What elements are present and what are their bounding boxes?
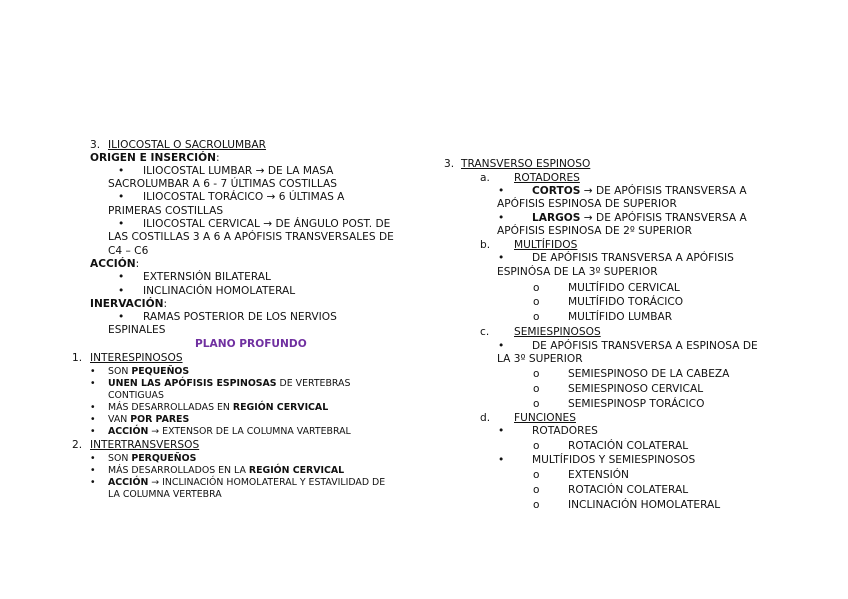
circle-bullet: o	[533, 282, 540, 294]
accion-heading: ACCIÓN:	[90, 258, 140, 270]
multifido-lumbar: MULTÍFIDO LUMBAR	[568, 311, 673, 323]
intertransversos-item-3: ACCIÓN → INCLINACIÓN HOMOLATERAL Y ESTAVILIDAD DE	[108, 477, 386, 488]
semiespinoso-cabeza: SEMIESPINOSO DE LA CABEZA	[568, 368, 730, 380]
rotadores-cortos-line-2: APÓFISIS ESPINOSA DE SUPERIOR	[497, 198, 677, 210]
circle-bullet: o	[533, 440, 540, 452]
section-number: 3.	[444, 158, 455, 170]
multifido-toracico: MULTÍFIDO TORÁCICO	[568, 296, 684, 308]
circle-bullet: o	[533, 398, 540, 410]
funciones-title: FUNCIONES	[514, 412, 576, 424]
rotadores-largos: LARGOS → DE APÓFISIS TRANSVERSA A	[532, 212, 747, 224]
multifidos-item: DE APÓFISIS TRANSVERSA A APÓFISIS	[532, 252, 734, 264]
origen-item-2-line-2: PRIMERAS COSTILLAS	[108, 205, 224, 217]
semiespinosos-item: DE APÓFISIS TRANSVERSA A ESPINOSA DE	[532, 340, 758, 352]
inervacion-item-line-2: ESPINALES	[108, 324, 166, 336]
rotacion-colateral: ROTACIÓN COLATERAL	[568, 484, 689, 496]
intertransversos-item-1: SON PERQUEÑOS	[108, 453, 197, 464]
letter-b: b.	[480, 239, 491, 251]
inclinacion-homolateral: INCLINACIÓN HOMOLATERAL	[568, 499, 721, 511]
circle-bullet: o	[533, 296, 540, 308]
bullet: •	[90, 378, 96, 389]
letter-a: a.	[480, 172, 490, 184]
multifido-cervical: MULTÍFIDO CERVICAL	[568, 282, 680, 294]
intertransversos-item-3-line-2: LA COLUMNA VERTEBRA	[108, 489, 222, 500]
multifidos-item-line-2: ESPINÓSA DE LA 3º SUPERIOR	[497, 266, 658, 278]
bullet: •	[498, 212, 505, 224]
origen-item-3-line-2: LAS COSTILLAS 3 A 6 A APÓFISIS TRANSVERSALES DE	[108, 231, 394, 243]
bullet: •	[118, 311, 125, 323]
section-number: 3.	[90, 139, 101, 151]
intertransversos-item-2: MÁS DESARROLLADOS EN LA REGIÓN CERVICAL	[108, 465, 345, 476]
origen-item-3-line-3: C4 – C6	[108, 245, 149, 257]
rotadores-rotacion-colateral: ROTACIÓN COLATERAL	[568, 440, 689, 452]
circle-bullet: o	[533, 484, 540, 496]
bullet: •	[498, 185, 505, 197]
interespinosos-item-5: ACCIÓN → EXTENSOR DE LA COLUMNA VARTEBRAL	[108, 426, 351, 437]
bullet: •	[90, 465, 96, 476]
section-title-iliocostal: ILIOCOSTAL O SACROLUMBAR	[108, 139, 267, 151]
bullet: •	[118, 218, 125, 230]
bullet: •	[90, 477, 96, 488]
bullet: •	[90, 453, 96, 464]
bullet: •	[118, 271, 125, 283]
inervacion-item-line-1: RAMAS POSTERIOR DE LOS NERVIOS	[143, 311, 337, 323]
interespinosos-item-1: SON PEQUEÑOS	[108, 366, 190, 377]
interespinosos-item-4: VAN POR PARES	[108, 414, 190, 425]
bullet: •	[90, 414, 96, 425]
multifidos-title: MULTÍFIDOS	[514, 239, 578, 251]
bullet: •	[118, 165, 125, 177]
interespinosos-title: INTERESPINOSOS	[90, 352, 183, 364]
origen-item-1-line-1: ILIOCOSTAL LUMBAR → DE LA MASA	[143, 165, 334, 177]
list-number: 1.	[72, 352, 83, 364]
semiespinosos-item-line-2: LA 3º SUPERIOR	[497, 353, 583, 365]
circle-bullet: o	[533, 311, 540, 323]
transverso-espinoso-title: TRANSVERSO ESPINOSO	[461, 158, 591, 170]
bullet: •	[118, 191, 125, 203]
funciones-multifidos-semiespinosos: MULTÍFIDOS Y SEMIESPINOSOS	[532, 454, 696, 466]
interespinosos-item-3: MÁS DESARROLLADAS EN REGIÓN CERVICAL	[108, 402, 329, 413]
letter-c: c.	[480, 326, 490, 338]
origen-heading: ORIGEN E INSERCIÓN:	[90, 152, 220, 164]
origen-item-2-line-1: ILIOCOSTAL TORÁCICO → 6 ÚLTIMAS A	[143, 191, 345, 203]
circle-bullet: o	[533, 469, 540, 481]
bullet: •	[498, 425, 505, 437]
circle-bullet: o	[533, 368, 540, 380]
bullet: •	[118, 285, 125, 297]
letter-d: d.	[480, 412, 491, 424]
interespinosos-item-2-line-2: CONTIGUAS	[108, 390, 164, 401]
semiespinosos-title: SEMIESPINOSOS	[514, 326, 601, 338]
list-number: 2.	[72, 439, 83, 451]
rotadores-largos-line-2: APÓFISIS ESPINOSA DE 2º SUPERIOR	[497, 225, 692, 237]
origen-item-1-line-2: SACROLUMBAR A 6 - 7 ÚLTIMAS COSTILLAS	[108, 178, 337, 190]
semiespinoso-toracico: SEMIESPINOSP TORÁCICO	[568, 398, 705, 410]
extension: EXTENSIÓN	[568, 469, 629, 481]
accion-item-1: EXTERNSIÓN BILATERAL	[143, 271, 271, 283]
rotadores-cortos: CORTOS → DE APÓFISIS TRANSVERSA A	[532, 185, 747, 197]
circle-bullet: o	[533, 499, 540, 511]
semiespinoso-cervical: SEMIESPINOSO CERVICAL	[568, 383, 704, 395]
bullet: •	[498, 454, 505, 466]
plano-profundo-heading: PLANO PROFUNDO	[195, 338, 307, 350]
bullet: •	[498, 340, 505, 352]
origen-item-3-line-1: ILIOCOSTAL CERVICAL → DE ÁNGULO POST. DE	[143, 218, 391, 230]
accion-item-2: INCLINACIÓN HOMOLATERAL	[143, 285, 296, 297]
intertransversos-title: INTERTRANSVERSOS	[90, 439, 200, 451]
rotadores-title: ROTADORES	[514, 172, 580, 184]
interespinosos-item-2: UNEN LAS APÓFISIS ESPINOSAS DE VERTEBRAS	[108, 378, 351, 389]
inervacion-heading: INERVACIÓN:	[90, 298, 168, 310]
bullet: •	[498, 252, 505, 264]
bullet: •	[90, 426, 96, 437]
bullet: •	[90, 366, 96, 377]
bullet: •	[90, 402, 96, 413]
funciones-rotadores: ROTADORES	[532, 425, 598, 437]
circle-bullet: o	[533, 383, 540, 395]
